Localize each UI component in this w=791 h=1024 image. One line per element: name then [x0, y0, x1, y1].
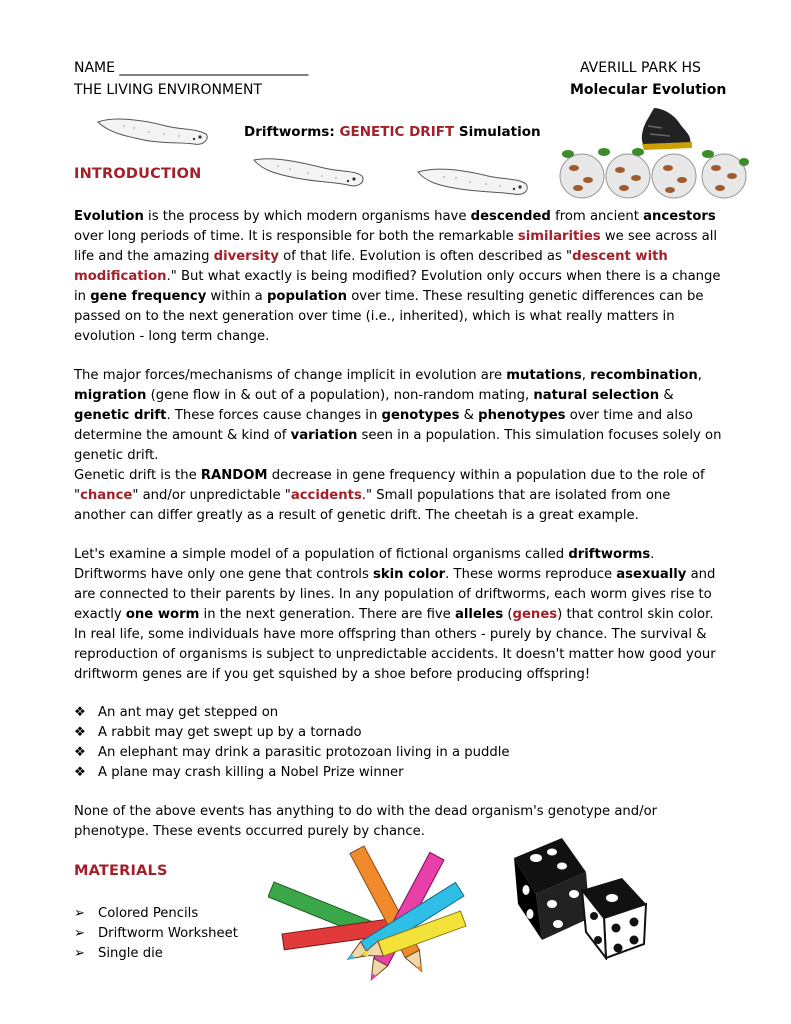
intro-paragraph-2: The major forces/mechanisms of change implicit in evolution are mutations, recombination, migration (gene flow in & out of a population), non-random mating, natural selection & genetic drift. These forces cause changes in genotypes & phenotypes over time and also determine the amount & kind of variation seen in a population. This simulation focuses solely on genetic drift.	[74, 368, 722, 463]
chance-events-list	[74, 703, 510, 783]
diamond-bullet-icon: ❖	[74, 705, 86, 720]
list-item: ➢ Driftworm Worksheet	[74, 924, 238, 944]
introduction-heading: INTRODUCTION	[74, 166, 202, 182]
driftworm-illustration	[94, 112, 212, 152]
course-title: THE LIVING ENVIRONMENT	[74, 82, 262, 98]
list-item: ❖ A plane may crash killing a Nobel Prize winner	[74, 763, 510, 783]
shoe-and-bugs-illustration	[558, 106, 752, 206]
list-item: ❖ An elephant may drink a parasitic protozoan living in a puddle	[74, 743, 510, 763]
die-icon	[582, 878, 646, 958]
intro-paragraph-1: Evolution is the process by which modern organisms have descended from ancient ancestors over long periods of time. It is responsible for both the remarkable similarities we see across all life and the amazing diversity of that life. Evolution is often described as "descent with modification." But what exactly is being modified? Evolution only occurs when there is a change in gene frequency within a population over time. These resulting genetic differences can be passed on to the next generation over time (i.e., inherited), which is what really matters in evolution - long term change.	[74, 209, 721, 344]
arrow-bullet-icon: ➢	[74, 946, 86, 961]
list-item: ➢ Single die	[74, 944, 238, 964]
colored-pencils-illustration	[268, 842, 474, 992]
name-line[interactable]: NAME ___________________________	[74, 60, 309, 76]
school-name: AVERILL PARK HS	[580, 60, 701, 76]
dice-illustration	[508, 832, 650, 960]
intro-paragraph-3: Genetic drift is the RANDOM decrease in gene frequency within a population due to the role of "chance" and/or unpredictable "accidents." Small populations that are isolated from one another can differ greatly as a result of genetic drift. The cheetah is a great example.	[74, 468, 705, 523]
unit-title: Molecular Evolution	[570, 82, 727, 98]
list-item: ➢ Colored Pencils	[74, 904, 238, 924]
arrow-bullet-icon: ➢	[74, 906, 86, 921]
bug-circle-icon	[560, 154, 746, 198]
intro-paragraph-4: Let's examine a simple model of a population of fictional organisms called driftworms. Driftworms have only one gene that controls skin color. These worms reproduce asexually and are connected to their parents by lines. In any population of driftworms, each worm gives rise to exactly one worm in the next generation. There are five alleles (genes) that control skin color. In real life, some individuals have more offspring than others - purely by chance. The survival & reproduction of organisms is subject to unpredictable accidents. It doesn't matter how good your driftworm genes are if you get squished by a shoe before producing offspring!	[74, 547, 716, 682]
list-item: ❖ A rabbit may get swept up by a tornado	[74, 723, 510, 743]
pencil-icon	[268, 846, 466, 984]
diamond-bullet-icon: ❖	[74, 765, 86, 780]
materials-list	[74, 904, 238, 964]
driftworm-illustration	[250, 152, 368, 192]
list-item: ❖ An ant may get stepped on	[74, 703, 510, 723]
arrow-bullet-icon: ➢	[74, 926, 86, 941]
intro-paragraph-5: None of the above events has anything to do with the dead organism's genotype and/or phenotype. These events occurred purely by chance.	[74, 804, 658, 839]
simulation-title: Driftworms: GENETIC DRIFT Simulation	[244, 124, 541, 140]
shoe-icon	[642, 108, 692, 150]
diamond-bullet-icon: ❖	[74, 745, 86, 760]
diamond-bullet-icon: ❖	[74, 725, 86, 740]
die-icon	[514, 838, 590, 940]
materials-heading: MATERIALS	[74, 863, 168, 879]
driftworm-illustration	[414, 162, 532, 202]
